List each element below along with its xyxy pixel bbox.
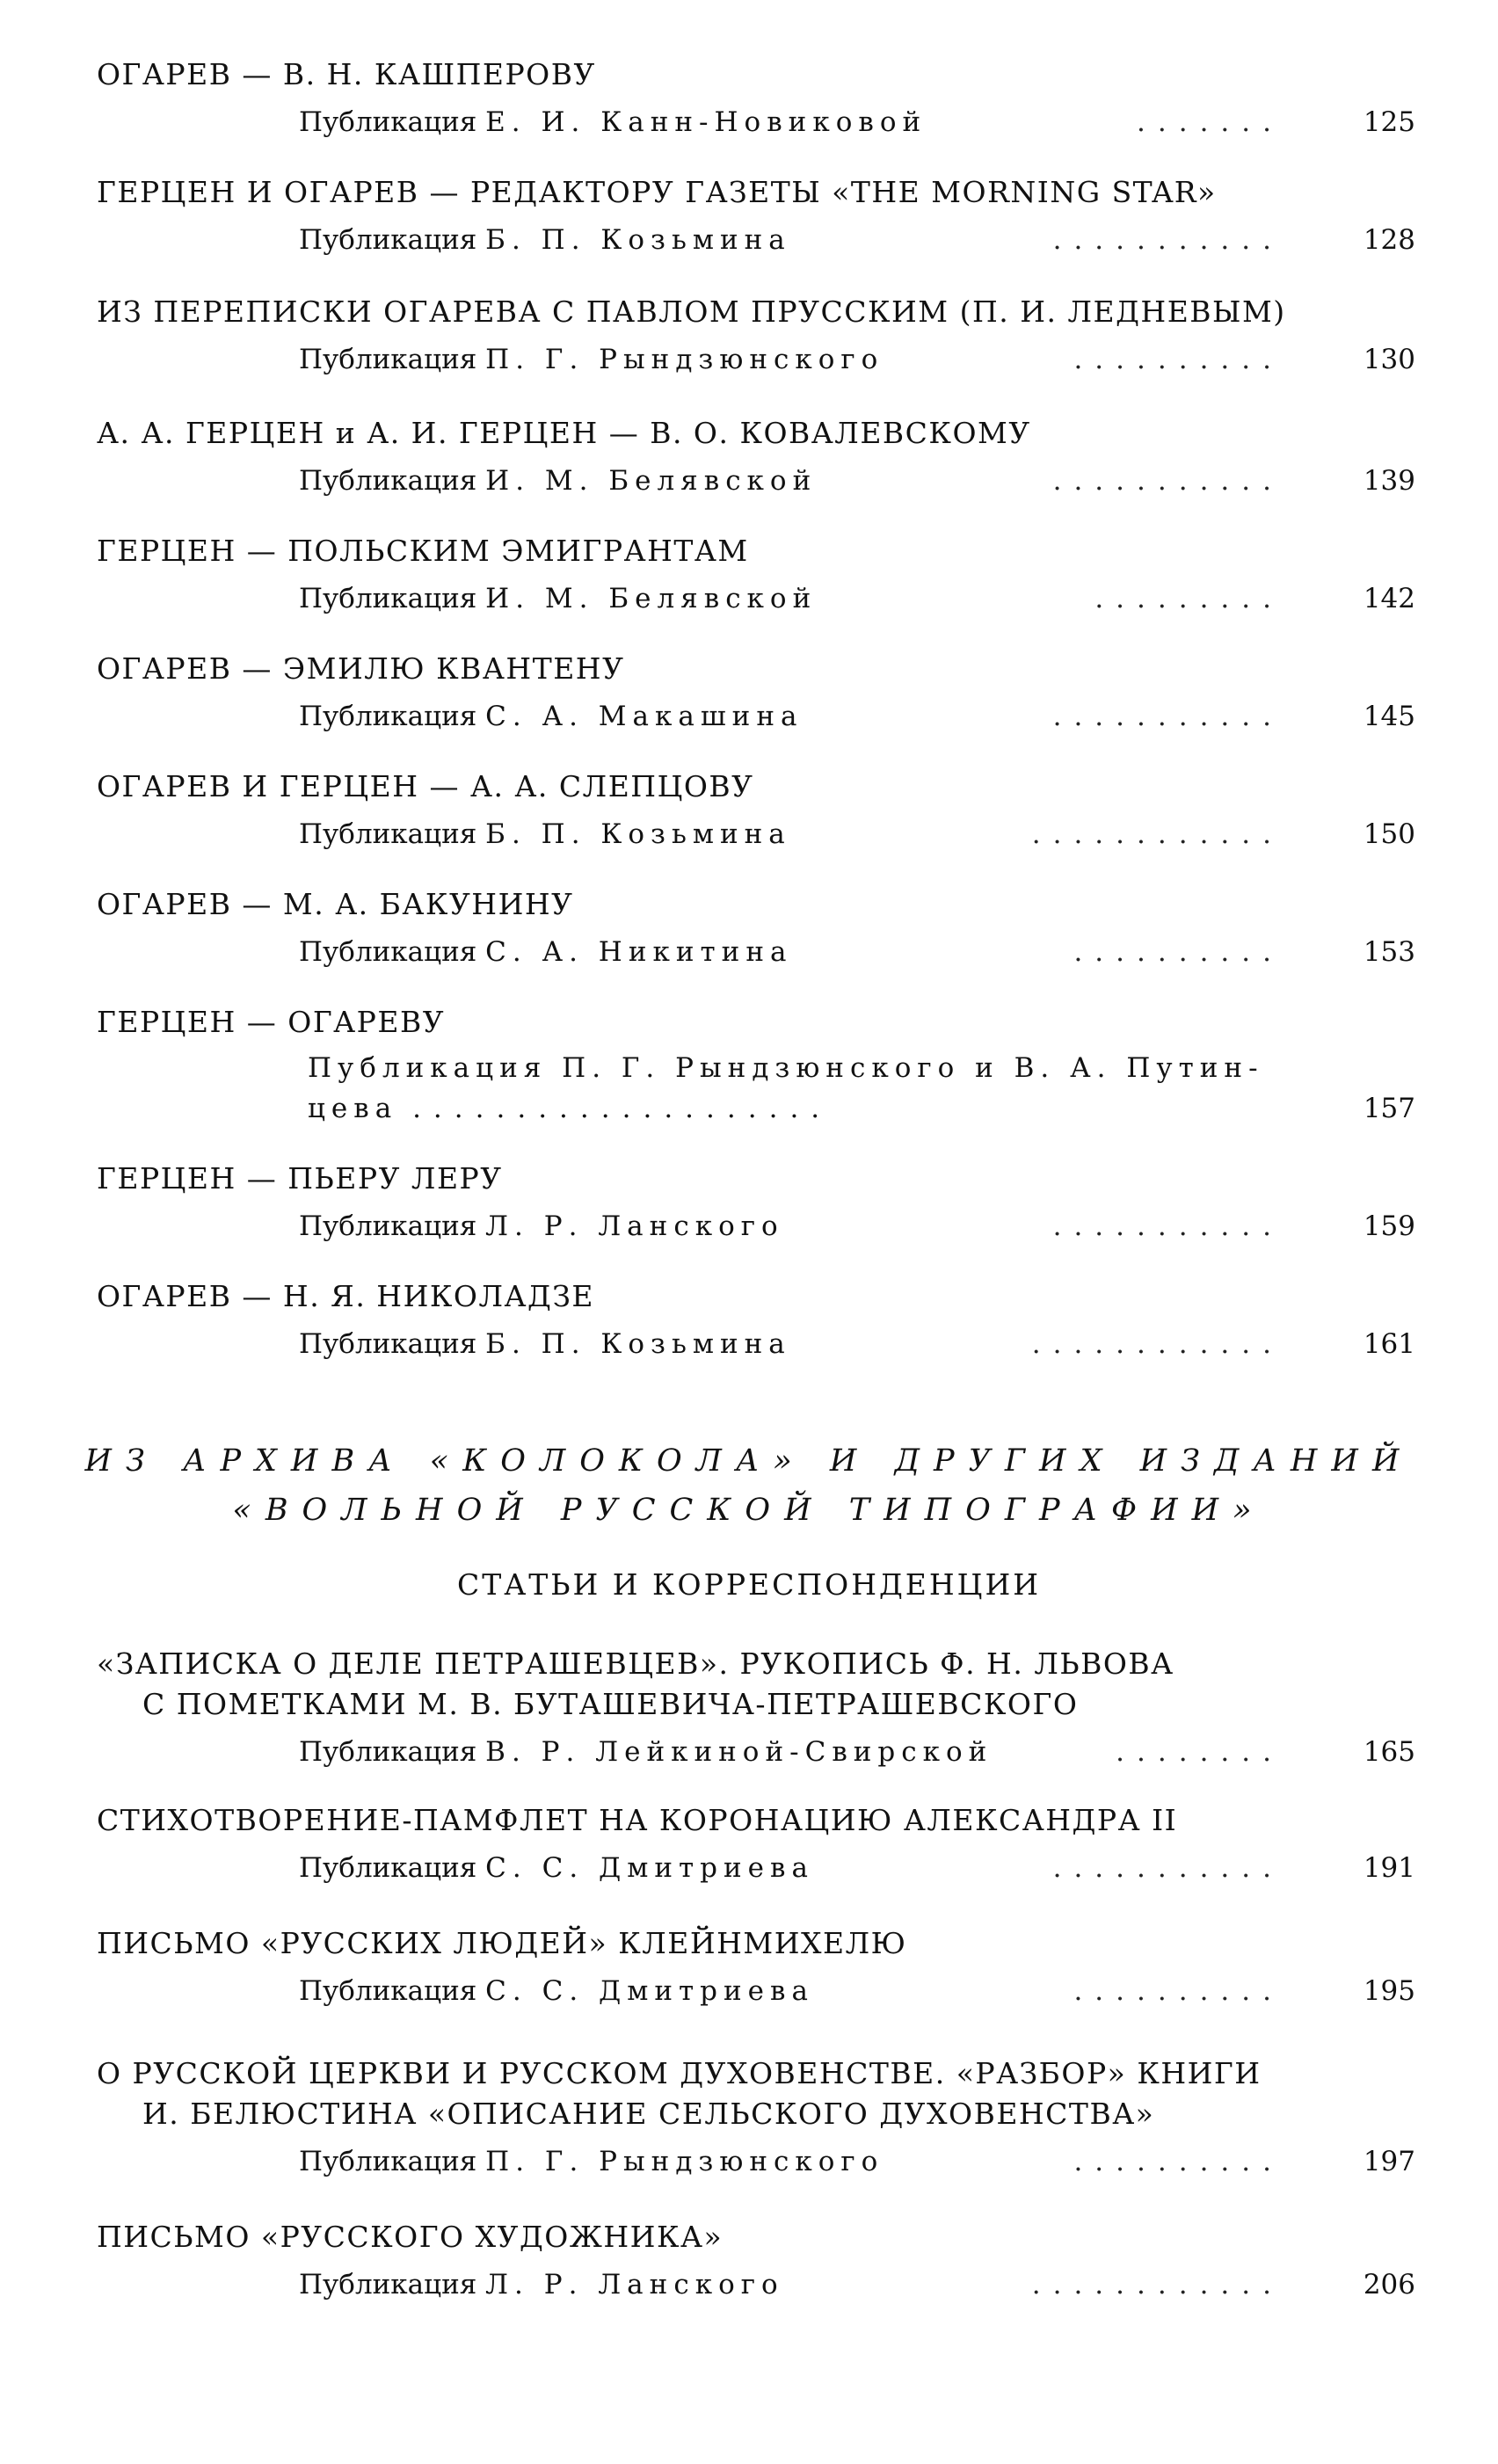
publication-author: П. Г. Рындзюнского bbox=[485, 2146, 884, 2177]
publication-line bbox=[97, 1204, 1415, 1248]
section-heading bbox=[0, 1436, 1498, 1535]
publication-label: Публикация bbox=[299, 583, 477, 614]
publication-author: С. С. Дмитриева bbox=[485, 1852, 814, 1884]
entry-title bbox=[97, 2053, 1415, 2134]
entry-title: ОГАРЕВ — Н. Я. НИКОЛАДЗЕ bbox=[97, 1279, 594, 1313]
publication-author: В. Р. Лейкиной-Свирской bbox=[485, 1736, 993, 1768]
section-subtitle bbox=[0, 1563, 1498, 1607]
leader-dots: ............ bbox=[1031, 2269, 1283, 2300]
publication-label: Публикация bbox=[299, 2146, 477, 2177]
page-number: 145 bbox=[1363, 701, 1415, 732]
page-number: 139 bbox=[1363, 465, 1415, 497]
publication-line bbox=[97, 100, 1415, 144]
publication-line bbox=[97, 1969, 1415, 2013]
leader-dots: ........... bbox=[1052, 224, 1283, 256]
publication-label: Публикация bbox=[299, 106, 477, 138]
page-number: 161 bbox=[1363, 1328, 1415, 1360]
toc-entry bbox=[97, 55, 1415, 144]
leader-dots: .......... bbox=[1073, 344, 1283, 375]
leader-dots: ............ bbox=[1031, 818, 1283, 850]
leader-dots: .................... bbox=[412, 1093, 833, 1124]
page-number: 130 bbox=[1363, 344, 1415, 375]
entry-title: ОГАРЕВ — М. А. БАКУНИНУ bbox=[97, 887, 574, 921]
page-number: 191 bbox=[1363, 1852, 1415, 1884]
entry-title: ПИСЬМО «РУССКИХ ЛЮДЕЙ» КЛЕЙНМИХЕЛЮ bbox=[97, 1926, 907, 1960]
publication-line bbox=[97, 338, 1415, 382]
publication-author: И. М. Белявской bbox=[485, 583, 818, 614]
toc-entry bbox=[97, 1800, 1415, 1890]
publication-author: Б. П. Козьмина bbox=[485, 818, 791, 850]
leader-dots: ........ bbox=[1116, 1736, 1283, 1768]
publication-label: Публикация bbox=[299, 701, 477, 732]
entry-title: ОГАРЕВ — ЭМИЛЮ КВАНТЕНУ bbox=[97, 651, 625, 686]
toc-entry bbox=[97, 1644, 1415, 1774]
entry-title: ИЗ ПЕРЕПИСКИ ОГАРЕВА С ПАВЛОМ ПРУССКИМ (П. И. ЛЕДНЕВЫМ) bbox=[97, 294, 1286, 329]
toc-entry bbox=[97, 531, 1415, 621]
publication-author: Б. П. Козьмина bbox=[485, 224, 791, 256]
publication-line bbox=[97, 218, 1415, 262]
publication-line bbox=[97, 812, 1415, 856]
entry-title: А. А. ГЕРЦЕН и А. И. ГЕРЦЕН — В. О. КОВАЛЕВСКОМУ bbox=[97, 416, 1031, 450]
leader-dots: ........... bbox=[1052, 1852, 1283, 1884]
page-number: 197 bbox=[1363, 2146, 1415, 2177]
publication-line bbox=[97, 2263, 1415, 2307]
section-subtitle-text: СТАТЬИ И КОРРЕСПОНДЕНЦИИ bbox=[456, 1567, 1042, 1602]
entry-title: ГЕРЦЕН — ПОЛЬСКИМ ЭМИГРАНТАМ bbox=[97, 534, 749, 568]
entry-title-line-1: «ЗАПИСКА О ДЕЛЕ ПЕТРАШЕВЦЕВ». РУКОПИСЬ Ф. Н. ЛЬВОВА bbox=[97, 1646, 1174, 1681]
publication-author: Е. И. Канн-Новиковой bbox=[485, 106, 927, 138]
toc-entry bbox=[97, 649, 1415, 738]
publication-label: Публикация bbox=[299, 2269, 477, 2300]
publication-author: Б. П. Козьмина bbox=[485, 1328, 791, 1360]
entry-title-line-2: С ПОМЕТКАМИ М. В. БУТАШЕВИЧА-ПЕТРАШЕВСКОГО bbox=[142, 1687, 1079, 1721]
page-number: 195 bbox=[1363, 1975, 1415, 2007]
leader-dots: .......... bbox=[1073, 936, 1283, 968]
publication-label: Публикация bbox=[299, 818, 477, 850]
entry-title: ГЕРЦЕН — ПЬЕРУ ЛЕРУ bbox=[97, 1161, 503, 1196]
publication-author: И. М. Белявской bbox=[485, 465, 818, 497]
publication-label: Публикация bbox=[299, 1210, 477, 1242]
toc-entry bbox=[97, 2217, 1415, 2307]
toc-entry bbox=[97, 172, 1415, 262]
publication-line bbox=[97, 1846, 1415, 1890]
page-number: 157 bbox=[1363, 1093, 1415, 1124]
publication-label: Публикация bbox=[299, 1852, 477, 1884]
publication-label: Публикация bbox=[299, 1975, 477, 2007]
toc-entry bbox=[97, 1159, 1415, 1248]
publication-author: Л. Р. Ланского bbox=[485, 2269, 784, 2300]
toc-entry bbox=[97, 1923, 1415, 2013]
page-number: 206 bbox=[1363, 2269, 1415, 2300]
page-number: 150 bbox=[1363, 818, 1415, 850]
publication-line bbox=[97, 1322, 1415, 1366]
page-number: 153 bbox=[1363, 936, 1415, 968]
publication-line-1: Публикация П. Г. Рындзюнского и В. А. Путин- bbox=[308, 1052, 1264, 1084]
publication-author: С. А. Никитина bbox=[485, 936, 793, 968]
leader-dots: .......... bbox=[1073, 2146, 1283, 2177]
toc-entry bbox=[97, 1002, 1415, 1129]
publication-block bbox=[97, 1048, 1415, 1129]
entry-title: СТИХОТВОРЕНИЕ-ПАМФЛЕТ НА КОРОНАЦИЮ АЛЕКСАНДРА II bbox=[97, 1803, 1178, 1837]
entry-title: ОГАРЕВ И ГЕРЦЕН — А. А. СЛЕПЦОВУ bbox=[97, 769, 754, 803]
publication-author: С. А. Макашина bbox=[485, 701, 804, 732]
entry-title: ГЕРЦЕН — ОГАРЕВУ bbox=[97, 1005, 446, 1039]
leader-dots: .......... bbox=[1073, 1975, 1283, 2007]
page-number: 142 bbox=[1363, 583, 1415, 614]
publication-line bbox=[97, 577, 1415, 621]
publication-author: П. Г. Рындзюнского bbox=[485, 344, 884, 375]
publication-line bbox=[97, 459, 1415, 503]
toc-entry bbox=[97, 292, 1415, 382]
publication-line bbox=[97, 1730, 1415, 1774]
leader-dots: ......... bbox=[1094, 583, 1283, 614]
toc-entry bbox=[97, 767, 1415, 856]
entry-title-line-2: И. БЕЛЮСТИНА «ОПИСАНИЕ СЕЛЬСКОГО ДУХОВЕНСТВА» bbox=[142, 2097, 1155, 2131]
leader-dots: ........... bbox=[1052, 1210, 1283, 1242]
publication-author: Л. Р. Ланского bbox=[485, 1210, 784, 1242]
publication-label: Публикация bbox=[299, 224, 477, 256]
toc-entry bbox=[97, 413, 1415, 503]
section-title-line-2: «ВОЛЬНОЙ РУССКОЙ ТИПОГРАФИИ» bbox=[232, 1493, 1266, 1528]
entry-title: ОГАРЕВ — В. Н. КАШПЕРОВУ bbox=[97, 57, 596, 91]
page-number: 128 bbox=[1363, 224, 1415, 256]
page-number: 159 bbox=[1363, 1210, 1415, 1242]
publication-label: Публикация bbox=[299, 344, 477, 375]
leader-dots: ....... bbox=[1137, 106, 1283, 138]
page-number: 165 bbox=[1363, 1736, 1415, 1768]
publication-label: Публикация bbox=[299, 936, 477, 968]
toc-entry bbox=[97, 884, 1415, 974]
page-number: 125 bbox=[1363, 106, 1415, 138]
publication-line bbox=[97, 694, 1415, 738]
section-title-line-1: ИЗ АРХИВА «КОЛОКОЛА» И ДРУГИХ ИЗДАНИЙ bbox=[84, 1443, 1414, 1479]
publication-author: С. С. Дмитриева bbox=[485, 1975, 814, 2007]
entry-title-line-1: О РУССКОЙ ЦЕРКВИ И РУССКОМ ДУХОВЕНСТВЕ. «РАЗБОР» КНИГИ bbox=[97, 2056, 1262, 2090]
publication-label: Публикация bbox=[299, 1328, 477, 1360]
publication-line-2 bbox=[97, 1088, 1415, 1129]
publication-continuation: цева bbox=[308, 1093, 398, 1124]
publication-line bbox=[97, 930, 1415, 974]
toc-entry bbox=[97, 1276, 1415, 1366]
publication-label: Публикация bbox=[299, 1736, 477, 1768]
publication-label: Публикация bbox=[299, 465, 477, 497]
entry-title: ГЕРЦЕН И ОГАРЕВ — РЕДАКТОРУ ГАЗЕТЫ «THE MORNING STAR» bbox=[97, 175, 1217, 209]
entry-title: ПИСЬМО «РУССКОГО ХУДОЖНИКА» bbox=[97, 2220, 724, 2254]
leader-dots: ............ bbox=[1031, 1328, 1283, 1360]
toc-entry bbox=[97, 2053, 1415, 2184]
leader-dots: ........... bbox=[1052, 465, 1283, 497]
leader-dots: ........... bbox=[1052, 701, 1283, 732]
entry-title bbox=[97, 1644, 1415, 1725]
publication-line bbox=[97, 2140, 1415, 2184]
